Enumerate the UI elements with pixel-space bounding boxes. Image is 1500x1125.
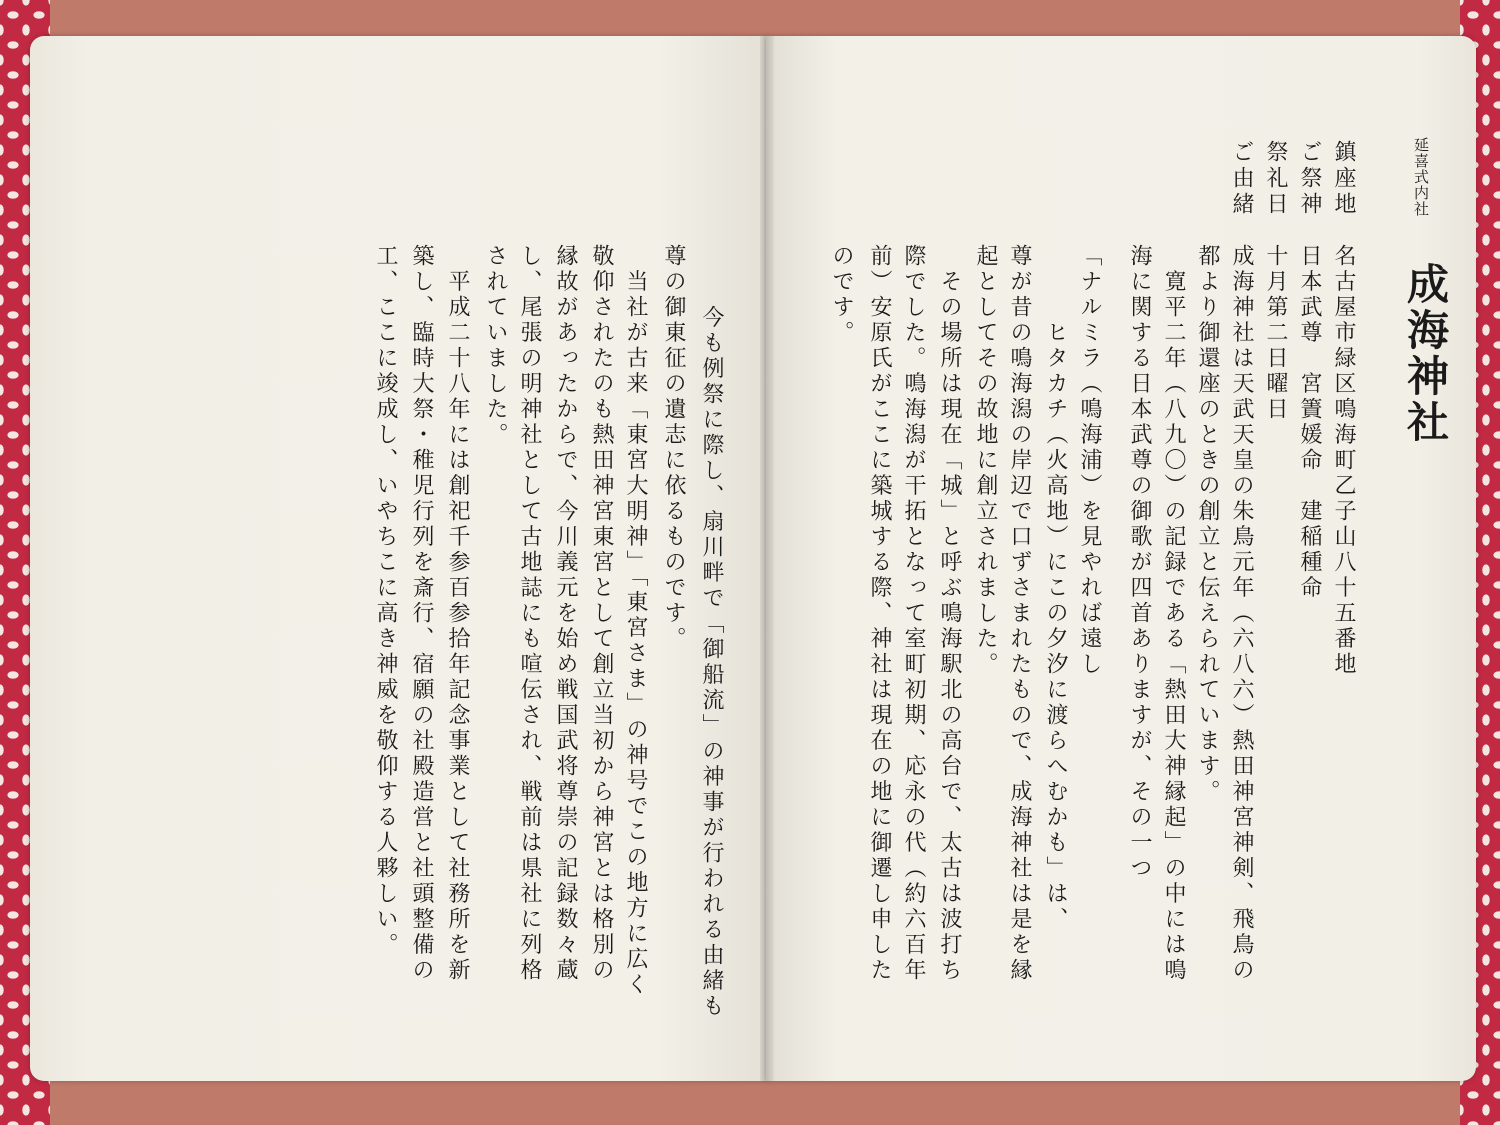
text-line: されていました。 (483, 244, 508, 448)
label-deity: ご祭神 (1297, 140, 1322, 218)
engi-label: 延喜式内社 (1412, 137, 1430, 217)
text-line: 起としてその故地に創立されました。 (973, 244, 998, 678)
text-line: 都より御還座のときの創立と伝えられています。 (1195, 244, 1220, 805)
text-line: 当社が古来「東宮大明神」「東宮さま」の神号でこの地方に広く (623, 244, 648, 998)
shrine-title: 成海神社 (1401, 262, 1450, 446)
text-line: 工、ここに竣成し、いやちこに高き神威を敬仰する人夥しい。 (373, 244, 398, 958)
text-line: 平成二十八年には創祀千参百参拾年記念事業として社務所を新 (445, 244, 470, 984)
text-line: 成海神社は天武天皇の朱鳥元年（六八六）熱田神宮神剣、飛鳥の (1229, 244, 1254, 984)
text-line: 尊が昔の鳴海潟の岸辺で口ずさまれたもので、成海神社は是を縁 (1007, 244, 1032, 984)
value-festival: 十月第二日曜日 (1263, 244, 1288, 423)
text-line: 前）安原氏がここに築城する際、神社は現在の地に御遷し申した (867, 244, 892, 984)
text-line: のです。 (829, 244, 854, 346)
value-deity: 日本武尊 宮簀媛命 建稲種命 (1297, 244, 1322, 601)
text-line: 際でした。鳴海潟が干拓となって室町初期、応永の代（約六百年 (901, 244, 926, 984)
value-location: 名古屋市緑区鳴海町乙子山八十五番地 (1331, 244, 1356, 678)
text-line: その場所は現在「城」と呼ぶ鳴海駅北の高台で、太古は波打ち (937, 244, 962, 984)
label-location: 鎮座地 (1331, 140, 1356, 218)
text-line: 築し、臨時大祭・稚児行列を斎行、宿願の社殿造営と社頭整備の (409, 244, 434, 984)
text-line: 寛平二年（八九〇）の記録である「熱田大神縁起」の中には鳴 (1161, 244, 1186, 984)
text-line: 敬仰されたのも熱田神宮東宮として創立当初から神宮とは格別の (589, 244, 614, 984)
text-line: 縁故があったからで、今川義元を始め戦国武将尊崇の記録数々蔵 (553, 244, 578, 984)
text-line: し、尾張の明神社として古地誌にも喧伝され、戦前は県社に列格 (517, 244, 542, 984)
text-line: 海に関する日本武尊の御歌が四首ありますが、その一つ (1127, 244, 1152, 882)
text-line: 「ナルミラ（鳴海浦）を見やれば遠し (1077, 244, 1102, 678)
label-history: ご由緒 (1229, 140, 1254, 218)
text-line: ヒタカチ（火高地）にこの夕汐に渡らへむかも」は、 (1043, 244, 1068, 933)
book-gutter (760, 36, 774, 1081)
text-line: 今も例祭に際し、扇川畔で「御船流」の神事が行われる由緒も (699, 280, 724, 1020)
text-line: 尊の御東征の遺志に依るものです。 (661, 244, 686, 652)
label-festival: 祭礼日 (1263, 140, 1288, 218)
